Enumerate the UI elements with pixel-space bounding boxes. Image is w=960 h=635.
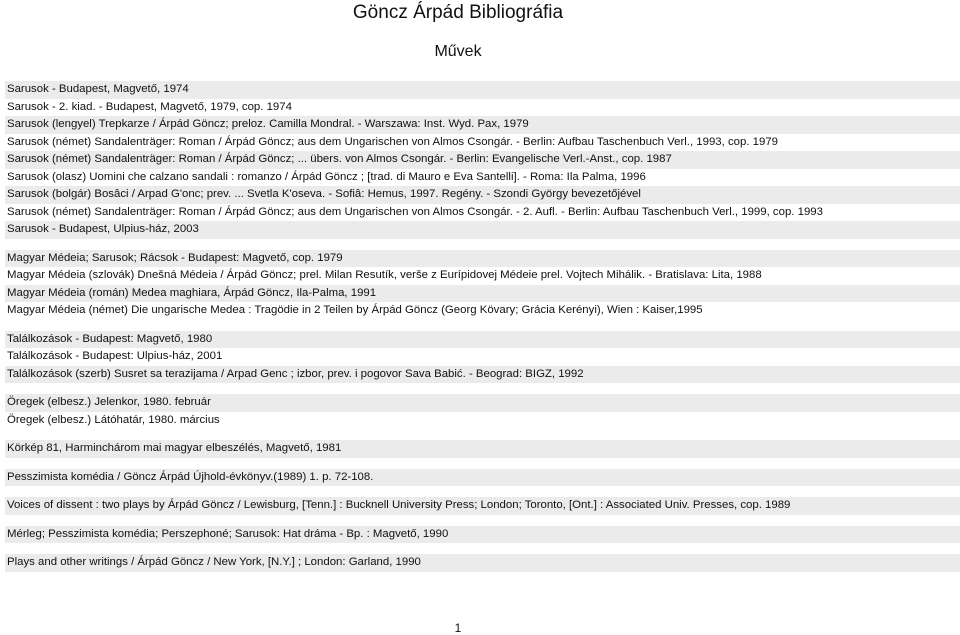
- bibliography-entry: Öregek (elbesz.) Látóhatár, 1980. március: [7, 413, 220, 426]
- entry-group: [5, 469, 960, 487]
- entry-group: [5, 81, 960, 239]
- bibliography-entry: Sarusok - Budapest, Ulpius-ház, 2003: [5, 221, 960, 239]
- bibliography-entry: Magyar Médeia; Sarusok; Rácsok - Budapest: Magvető, cop. 1979: [5, 250, 960, 268]
- bibliography-list: [5, 81, 960, 583]
- bibliography-entry: Pesszimista komédia / Göncz Árpád Újhold-évkönyv.(1989) 1. p. 72-108.: [5, 469, 960, 487]
- bibliography-entry: Plays and other writings / Árpád Göncz / New York, [N.Y.] ; London: Garland, 1990: [5, 554, 960, 572]
- bibliography-entry: Sarusok - Budapest, Magvető, 1974: [5, 81, 960, 99]
- bibliography-entry: Magyar Médeia (szlovák) Dnešná Médeia / Árpád Göncz; prel. Milan Resutík, verše z Eurípidovej Médeie prel. Vojtech Mihálik. - Bratislava: Lita, 1988: [7, 269, 762, 281]
- bibliography-entry: Öregek (elbesz.) Jelenkor, 1980. február: [5, 394, 960, 412]
- bibliography-entry: Magyar Médeia (német) Die ungarische Medea : Tragödie in 2 Teilen by Árpád Göncz (Georg Kövary; Grácia Kerényi), Wien : Kaiser,1995: [7, 304, 703, 316]
- entry-group: [5, 526, 960, 544]
- entry-group: [5, 331, 960, 384]
- bibliography-entry: Sarusok (német) Sandalenträger: Roman / Árpád Göncz; aus dem Ungarischen von Almos Csongár. - 2. Aufl. - Berlin: Aufbau Taschenbuch Verl., 1999, cop. 1993: [7, 205, 823, 218]
- bibliography-entry: Találkozások (szerb) Susret sa terazijama / Arpad Genc ; izbor, prev. i pogovor Sava Babić. - Beograd: BIGZ, 1992: [5, 366, 960, 384]
- bibliography-entry: Sarusok (olasz) Uomini che calzano sandali : romanzo / Árpád Göncz ; [trad. di Mauro e Eva Santelli]. - Roma: Ila Palma, 1996: [7, 170, 646, 183]
- entry-group: [5, 394, 960, 429]
- bibliography-entry: Találkozások - Budapest: Ulpius-ház, 2001: [7, 350, 223, 362]
- bibliography-entry: Sarusok (lengyel) Trepkarze / Árpád Göncz; preloz. Camilla Mondral. - Warszawa: Inst. Wyd. Pax, 1979: [5, 116, 960, 134]
- bibliography-entry: Magyar Médeia (román) Medea maghiara, Árpád Göncz, Ila-Palma, 1991: [5, 285, 960, 303]
- entry-group: [5, 440, 960, 458]
- page-number: 1: [454, 621, 462, 635]
- section-heading: Művek: [434, 43, 482, 60]
- entry-group: [5, 554, 960, 572]
- bibliography-entry: Sarusok (német) Sandalenträger: Roman / Árpád Göncz; aus dem Ungarischen von Almos Csongár. - Berlin: Aufbau Taschenbuch Verl., 1993, cop. 1979: [7, 135, 778, 148]
- page-title: Göncz Árpád Bibliográfia: [352, 2, 564, 23]
- bibliography-entry: Mérleg; Pesszimista komédia; Perszephoné; Sarusok: Hat dráma - Bp. : Magvető, 1990: [5, 526, 960, 544]
- bibliography-entry: Találkozások - Budapest: Magvető, 1980: [5, 331, 960, 349]
- bibliography-entry: Körkép 81, Harminchárom mai magyar elbeszélés, Magvető, 1981: [5, 440, 960, 458]
- entry-group: [5, 250, 960, 320]
- entry-group: [5, 497, 960, 515]
- bibliography-entry: Sarusok - 2. kiad. - Budapest, Magvető, 1979, cop. 1974: [7, 100, 292, 113]
- bibliography-entry: Sarusok (német) Sandalenträger: Roman / Árpád Göncz; ... übers. von Almos Csongár. - Berlin: Evangelische Verl.-Anst., cop. 1987: [5, 151, 960, 169]
- bibliography-entry: Voices of dissent : two plays by Árpád Göncz / Lewisburg, [Tenn.] : Bucknell University Press; London; Toronto, [Ont.] : Associated Univ. Presses, cop. 1989: [5, 497, 960, 515]
- bibliography-entry: Sarusok (bolgár) Bosâci / Arpad G'onc; prev. ... Svetla K'oseva. - Sofiâ: Hemus, 1997. Regény. - Szondi György bevezetőjével: [5, 186, 960, 204]
